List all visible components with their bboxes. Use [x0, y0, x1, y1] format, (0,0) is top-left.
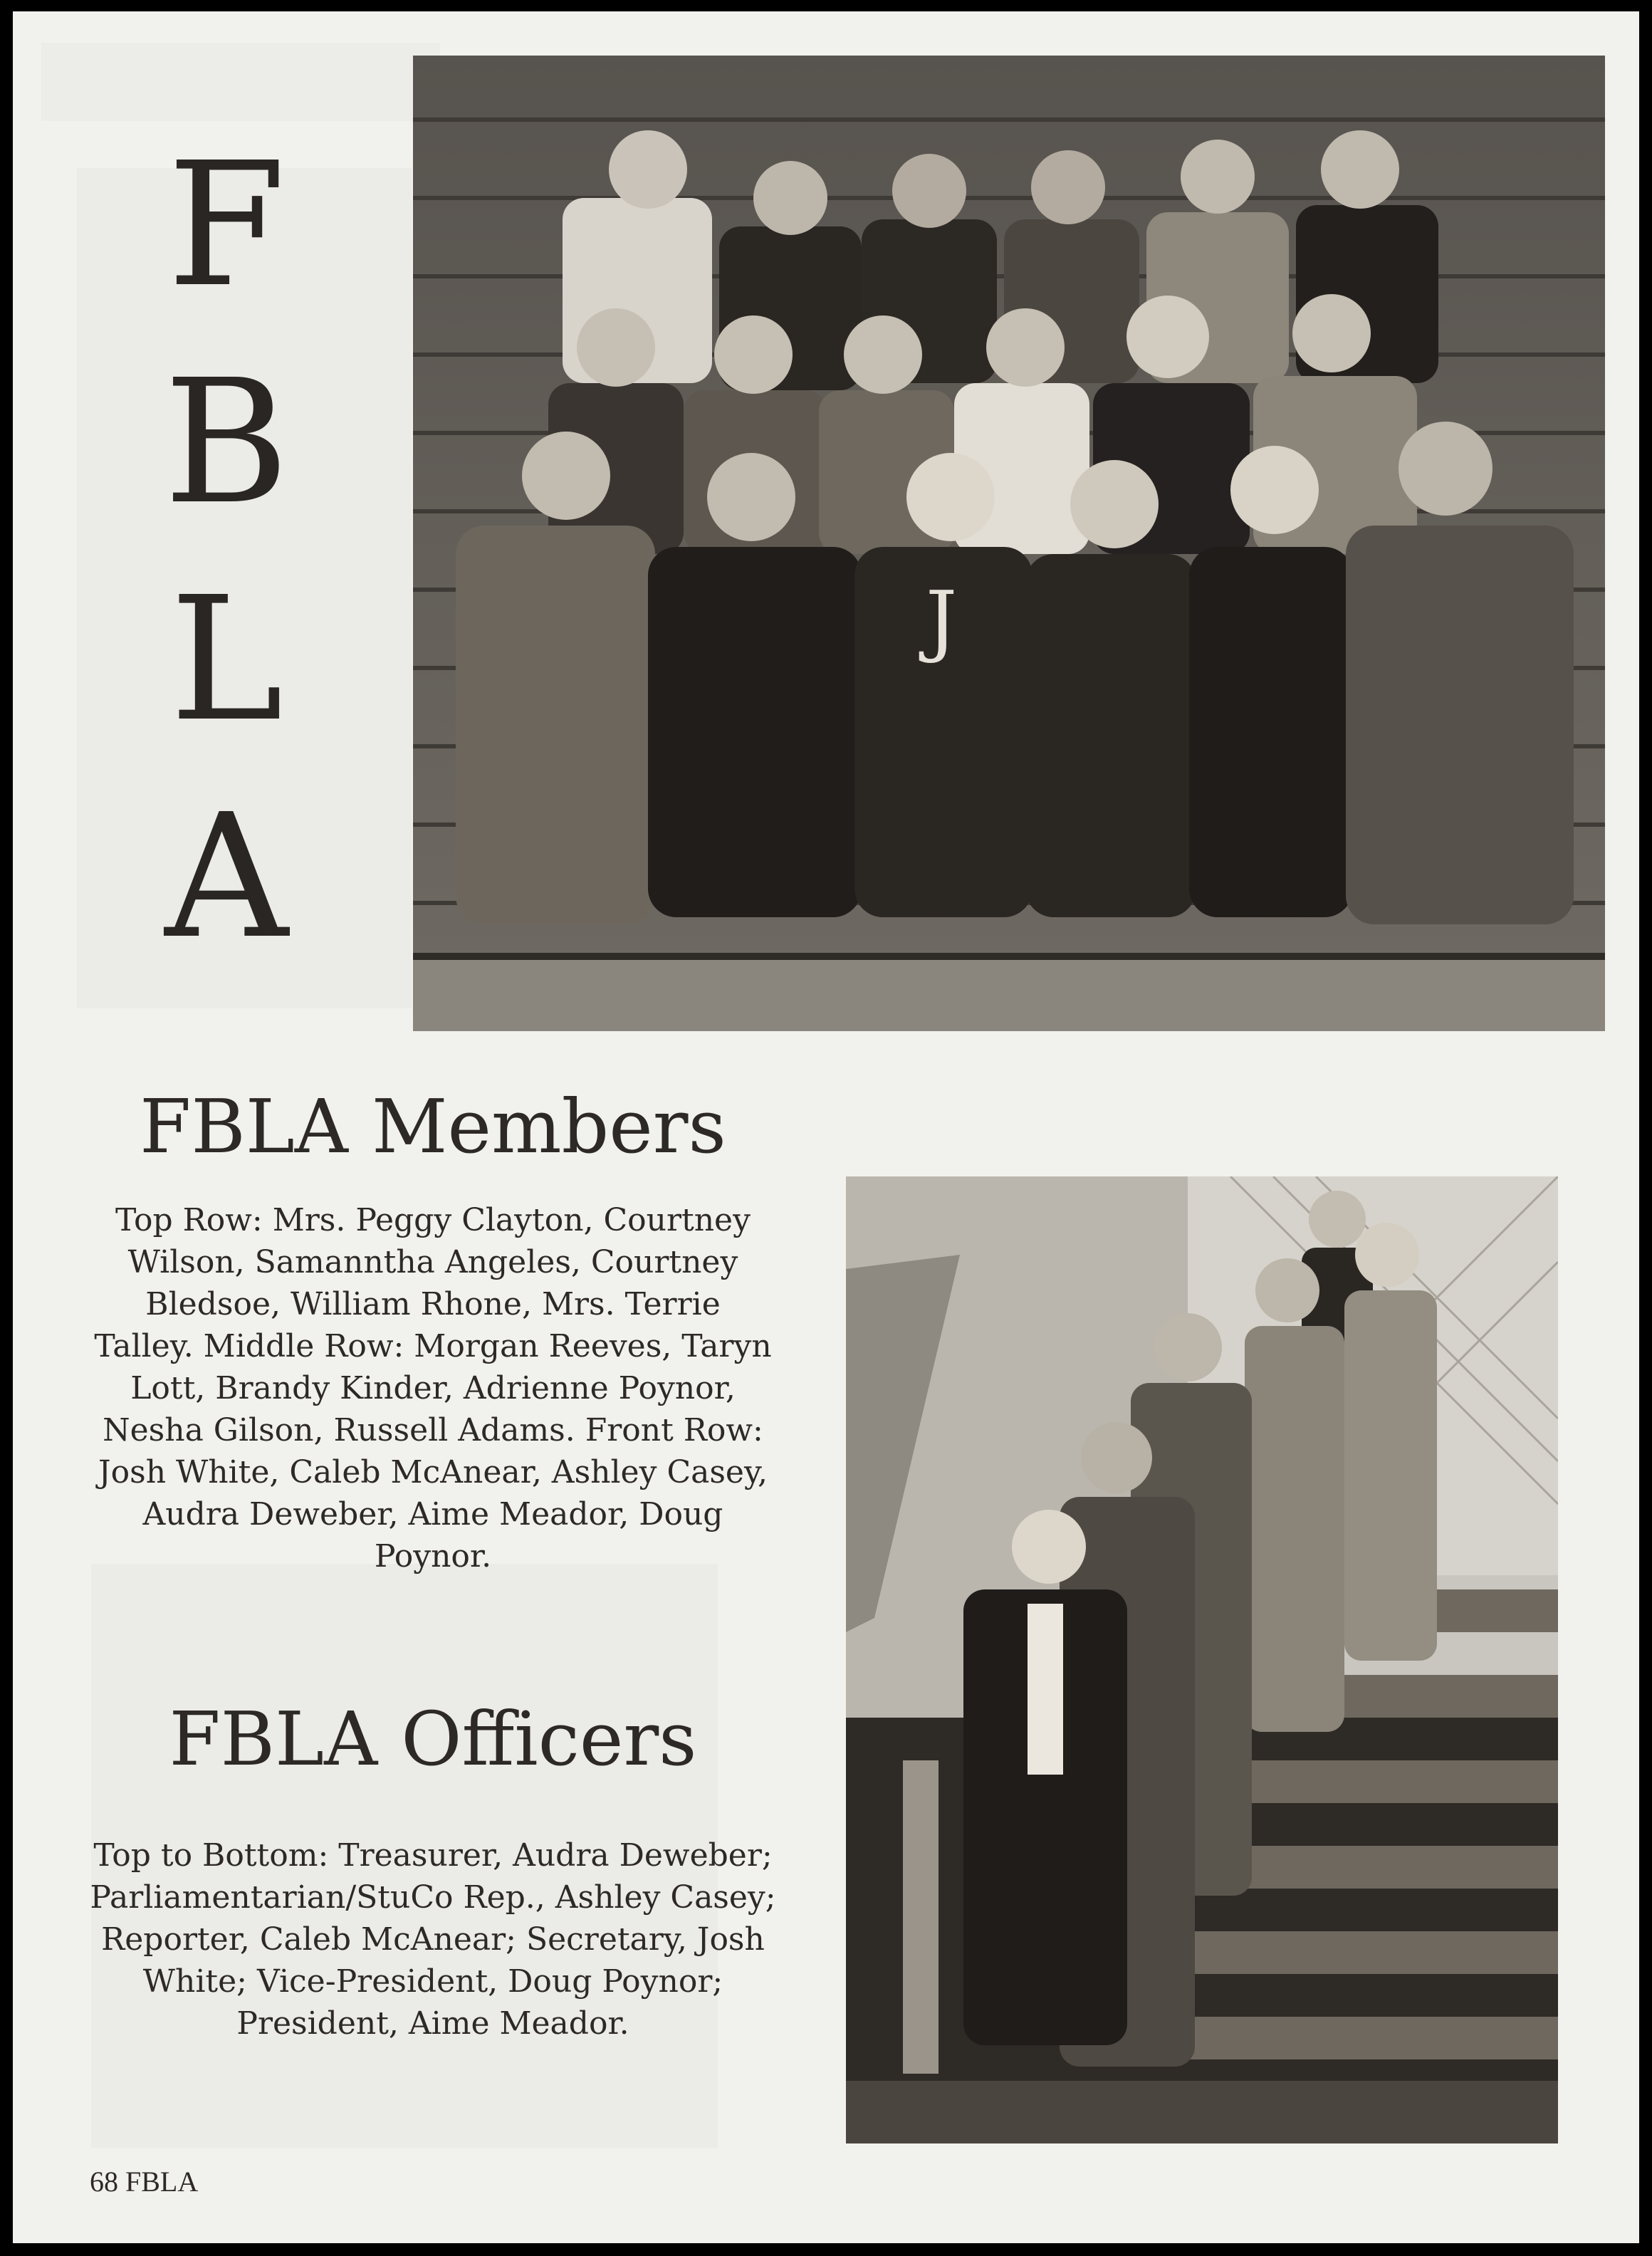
- officers-group-photo: [846, 1176, 1558, 2143]
- members-heading: FBLA Members: [140, 1083, 726, 1170]
- side-letter-l: L: [169, 560, 283, 759]
- side-letter-a: A: [164, 777, 288, 976]
- show-through-mark: [41, 28, 469, 135]
- side-letter-b: B: [163, 343, 290, 542]
- page-folio: 68 FBLA: [90, 2166, 199, 2198]
- paper-sheet: [13, 11, 1639, 2243]
- members-group-photo: [413, 56, 1605, 1031]
- officers-heading: FBLA Officers: [169, 1696, 697, 1782]
- officers-photo-art: [846, 1176, 1558, 2143]
- side-letter-f: F: [167, 125, 286, 325]
- officers-caption: Top to Bottom: Treasurer, Audra Deweber; Parliamentarian/StuCo Rep., Ashley Casey; Reporter, Caleb McAnear; Secretary, Josh White; Vice-President, Doug Poynor; President, Aime Meador.: [90, 1837, 776, 2042]
- letter-jacket-j: J: [926, 574, 958, 665]
- members-photo-art: [413, 56, 1605, 1031]
- members-caption: Top Row: Mrs. Peggy Clayton, Courtney Wilson, Samanntha Angeles, Courtney Bledsoe, William Rhone, Mrs. Terrie Talley. Middle Row: Morgan Reeves, Taryn Lott, Brandy Kinder, Adrienne Poynor, Nesha Gilson, Russell Adams. Front Row: Josh White, Caleb McAnear, Ashley Casey, Audra Deweber, Aime Meador, Doug Poynor.: [94, 1202, 772, 1574]
